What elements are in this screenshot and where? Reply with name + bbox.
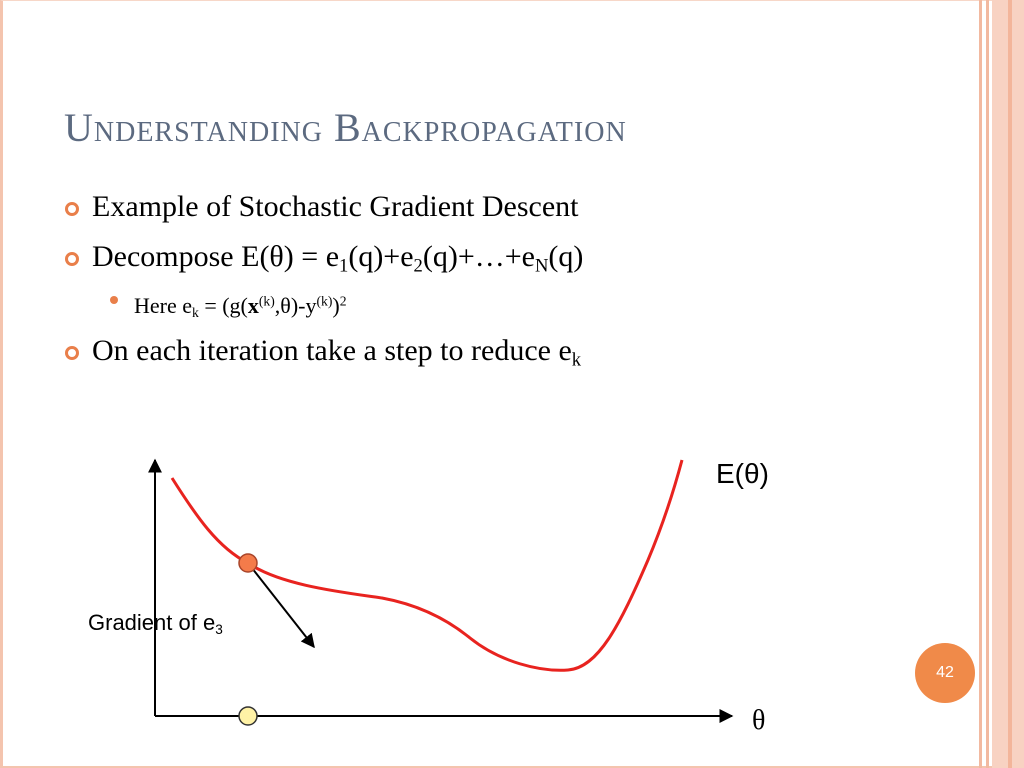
bullet-text-fragment: ,θ)-y — [274, 292, 317, 318]
bullet-text-fragment: On each iteration take a step to reduce e — [92, 334, 572, 367]
bullet-text-fragment: (k) — [258, 293, 275, 308]
current-point-on-curve — [239, 554, 257, 572]
bullet-text-fragment: 2 — [339, 293, 347, 308]
bullet-text-fragment: (q)+…+e — [422, 240, 535, 273]
bullet-text-fragment: (k) — [316, 293, 333, 308]
bullet-text-fragment: ) — [332, 292, 340, 318]
y-axis-label: E(θ) — [716, 458, 769, 489]
slide-title: Understanding Backpropagation — [64, 105, 627, 150]
current-theta-point — [239, 707, 257, 725]
bullet-text-fragment: N — [534, 255, 549, 277]
gradient-arrow — [248, 563, 314, 647]
bullet-text-fragment: (q)+e — [348, 240, 414, 273]
x-axis-label: θ — [752, 705, 766, 736]
bullet-text-fragment: Decompose E(θ) = e — [92, 240, 340, 273]
page-number: 42 — [936, 664, 954, 681]
bullet-text-fragment: k — [192, 304, 199, 320]
gradient-annotation — [88, 610, 223, 637]
bullet-text-fragment: Here e — [134, 292, 193, 318]
page-number-badge — [915, 643, 975, 703]
gradient-annotation-subscript: 3 — [215, 622, 223, 638]
bullet-text-fragment: 2 — [413, 255, 423, 277]
bullet-text-fragment: (q) — [548, 240, 584, 273]
bullet-text-fragment: 1 — [339, 255, 349, 277]
bullet-text-fragment: x — [247, 292, 259, 318]
bullet-text-fragment: k — [571, 349, 582, 371]
bullet-text-fragment: Example of Stochastic Gradient Descent — [92, 190, 579, 223]
bullet-text-fragment: = (g( — [198, 292, 248, 318]
gradient-annotation-text: Gradient of e — [88, 610, 216, 635]
